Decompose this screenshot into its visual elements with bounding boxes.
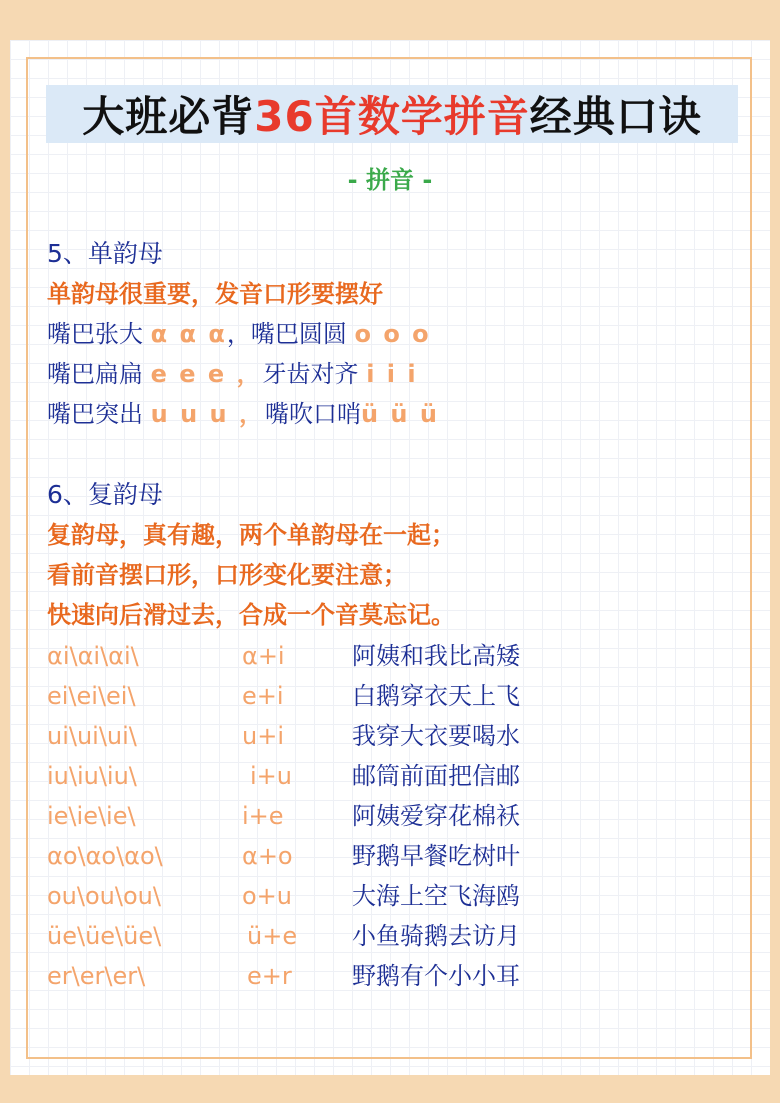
formula: u+i — [242, 722, 284, 750]
formula: ü+e — [247, 922, 298, 950]
content-card — [10, 40, 770, 1075]
formula: α+o — [242, 842, 293, 870]
repeat-pinyin: ui\ui\ui\ — [47, 722, 137, 750]
repeat-pinyin: iu\iu\iu\ — [47, 762, 137, 790]
section5-heading: 5、单韵母 — [47, 239, 163, 268]
line-text: ，嘴巴圆圆 — [226, 320, 355, 348]
phrase: 大海上空飞海鸥 — [352, 882, 520, 910]
section5-line-1 — [47, 319, 431, 349]
repeat-pinyin: ie\ie\ie\ — [47, 802, 136, 830]
phrase: 野鹅有个小小耳 — [352, 962, 520, 990]
repeat-pinyin: ou\ou\ou\ — [47, 882, 161, 910]
repeat-pinyin: αo\αo\αo\ — [47, 842, 163, 870]
section6-lead-3: 快速向后滑过去，合成一个音莫忘记。 — [47, 601, 455, 629]
pinyin-text: i i i — [366, 360, 418, 388]
phrase: 白鹅穿衣天上飞 — [352, 682, 520, 710]
pinyin-text: α α α — [150, 320, 227, 348]
line-text: 嘴吹口哨 — [264, 400, 361, 428]
formula: e+i — [242, 682, 284, 710]
phrase: 邮筒前面把信邮 — [352, 762, 520, 790]
repeat-pinyin: ei\ei\ei\ — [47, 682, 136, 710]
line-text: 嘴巴扁扁 — [47, 360, 151, 388]
section6-heading: 6、复韵母 — [47, 480, 163, 509]
formula: i+e — [242, 802, 284, 830]
formula: o+u — [242, 882, 293, 910]
section6-lead-2: 看前音摆口形，口形变化要注意； — [47, 561, 407, 589]
phrase: 我穿大衣要喝水 — [352, 722, 520, 750]
title-part-2: 经典口诀 — [529, 92, 702, 141]
section5-line-2 — [47, 359, 418, 389]
repeat-pinyin: αi\αi\αi\ — [47, 642, 139, 670]
repeat-pinyin: üe\üe\üe\ — [47, 922, 162, 950]
phrase: 野鹅早餐吃树叶 — [352, 842, 520, 870]
pinyin-text: ü ü ü — [360, 400, 439, 428]
pinyin-text: e e e ， — [150, 360, 263, 388]
section5-lead: 单韵母很重要，发音口形要摆好 — [47, 280, 383, 308]
repeat-pinyin: er\er\er\ — [47, 962, 146, 990]
section5-line-3 — [47, 399, 439, 429]
line-text: 嘴巴突出 — [47, 400, 151, 428]
page-title — [46, 85, 738, 143]
title-part-1: 大班必背 — [82, 92, 255, 141]
line-text: 牙齿对齐 — [262, 360, 367, 388]
phrase: 小鱼骑鹅去访月 — [352, 922, 520, 950]
phrase: 阿姨和我比高矮 — [352, 642, 520, 670]
formula: e+r — [247, 962, 292, 990]
pinyin-text: u u u ， — [150, 400, 265, 428]
section6-lead-1: 复韵母，真有趣，两个单韵母在一起； — [47, 521, 455, 549]
pinyin-text: o o o — [354, 320, 431, 348]
formula: i+u — [250, 762, 292, 790]
subtitle: - 拼音 - — [347, 166, 433, 194]
formula: α+i — [242, 642, 285, 670]
title-highlight: 36首数学拼音 — [254, 92, 530, 141]
phrase: 阿姨爱穿花棉袄 — [352, 802, 520, 830]
line-text: 嘴巴张大 — [47, 320, 151, 348]
